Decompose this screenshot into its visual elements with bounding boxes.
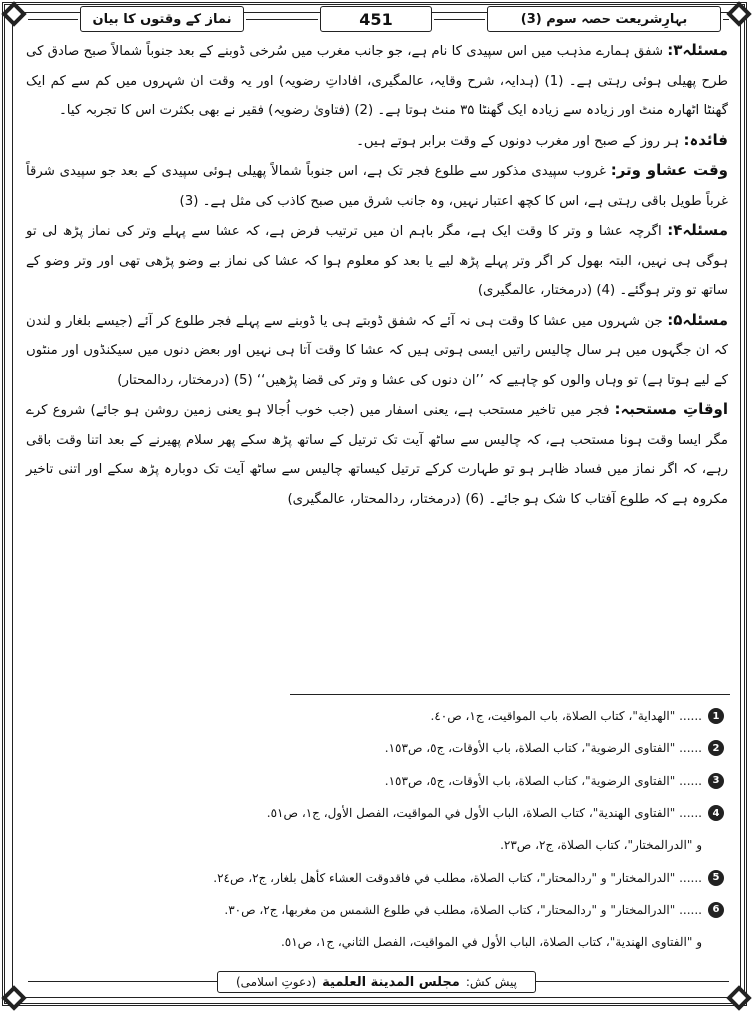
footnote-continuation (26, 926, 724, 958)
paragraph-body: اگرچہ عشا و وتر کا وقت ایک ہے، مگر باہم ان میں ترتیب فرض ہے، کہ عشا سے پہلے وتر کی نماز پڑھ لی تو ہوگی ہی نہیں، البتہ بھول کر اگر وتر پہلے پڑھ لیے یا بعد کو معلوم ہوا کہ عشا کی نماز بے وضو پڑھی تھی اور وتر وضو کے ساتھ تو وتر ہوگئے۔ (4) (درمختار، عالمگیری) (26, 224, 728, 298)
main-text (26, 36, 728, 514)
paragraph-heading: مسئلہ۴: (667, 221, 728, 239)
footnote-number: 6 (708, 902, 724, 918)
footnote (26, 861, 724, 893)
footnote (26, 797, 724, 829)
paragraph-faida (26, 126, 728, 157)
footnote (26, 732, 724, 764)
footnotes (26, 700, 724, 958)
paragraph-isha-witr (26, 156, 728, 216)
paragraph-masala-4 (26, 216, 728, 306)
footnote-number: 5 (708, 870, 724, 886)
paragraph-heading: فائدہ: (683, 130, 728, 149)
paragraph-body: شفق ہمارے مذہب میں اس سپیدی کا نام ہے، جو جانب مغرب میں سُرخی ڈوبنے کے بعد جنوباً شمالاً صبح صادق کی طرح پھیلی ہوئی رہتی ہے۔ (1) (ہدایہ، شرح وقایہ، عالمگیری، افاداتِ رضویہ) اور یہ وقت ان شہروں میں کم سے کم ایک گھنٹا اٹھارہ منٹ اور زیادہ سے زیادہ ایک گھنٹا ۳۵ منٹ ہوتا ہے۔ (2) (فتاویٰ رضویہ) فقیر نے بھی بکثرت اس کا تجربہ کیا۔ (26, 44, 728, 118)
paragraph-masala-3 (26, 36, 728, 126)
publisher-suffix: (دعوتِ اسلامی) (236, 975, 317, 989)
footnote (26, 765, 724, 797)
footnote-text: ...... "الفتاوى الرضوية"، كتاب الصلاة، باب الأوقات، ج٥، ص١٥٣. (384, 773, 702, 788)
paragraph-body: فجر میں تاخیر مستحب ہے، یعنی اسفار میں (جب خوب اُجالا ہو یعنی زمین روشن ہو جائے) شروع کرے مگر ایسا وقت ہونا مستحب ہے، کہ چالیس سے ساٹھ آیت تک ترتیل کے ساتھ پڑھ سکے پھر سلام پھیرنے کے بعد اتنا وقت باقی رہے، کہ اگر نماز میں فساد ظاہر ہو تو طہارت کرکے ترتیل کیساتھ چالیس سے ساٹھ آیت تک دوبارہ پڑھ سکے اور اتنی تاخیر مکروہ ہے کہ طلوع آفتاب کا شک ہو جائے۔ (6) (درمختار، ردالمحتار، عالمگیری) (26, 403, 728, 507)
footnote-text: ...... "الدرالمختار" و "ردالمحتار"، كتاب الصلاة، مطلب في طلوع الشمس من مغربها، ج٢، ص٣٠. (224, 902, 702, 917)
header-rule (246, 19, 318, 20)
paragraph-awqat-mustahabba (26, 395, 728, 514)
footnote-number: 2 (708, 740, 724, 756)
footnote-number: 4 (708, 805, 724, 821)
footnote-text: و "الفتاوى الهندية"، كتاب الصلاة، الباب الأول في المواقيت، الفصل الثاني، ج١، ص٥١. (280, 935, 702, 950)
paragraph-masala-5 (26, 306, 728, 396)
footnote-continuation (26, 829, 724, 861)
paragraph-body: غروب سپیدی مذکور سے طلوع فجر تک ہے، اس جنوباً شمالاً پھیلی ہوئی سپیدی کے بعد جو سپیدی شرقاً غرباً طویل باقی رہتی ہے، اس کا کچھ اعتبار نہیں، وہ جانب شرق میں صبح کاذب کی مثل ہے۔ (3) (26, 164, 728, 209)
paragraph-body: جن شہروں میں عشا کا وقت ہی نہ آئے کہ شفق ڈوبتے ہی یا ڈوبنے سے پہلے فجر طلوع کر آئے (جیسے بلغار و لندن کہ ان جگہوں میں ہر سال چالیس راتیں ایسی ہوتی ہیں کہ عشا کا وقت آتا ہی نہیں اور بعض دنوں میں سیکنڈوں اور منٹوں کے لیے ہوتا ہے) تو وہاں والوں کو چاہیے کہ ’’ان دنوں کی عشا و وتر کی قضا پڑھیں‘‘ (5) (درمختار، ردالمحتار) (26, 313, 728, 388)
footnote (26, 894, 724, 926)
paragraph-heading: وقت عشاو وتر: (610, 161, 728, 179)
footer (80, 971, 673, 993)
paragraph-heading: مسئلہ۳: (667, 41, 728, 59)
header-rule (28, 19, 78, 20)
page-number: 451 (320, 6, 432, 32)
paragraph-heading: مسئلہ۵: (667, 310, 728, 329)
footnote-text: و "الدرالمختار"، كتاب الصلاة، ج٢، ص٢٣. (500, 838, 702, 853)
footnote-number: 1 (708, 708, 724, 724)
footnote (26, 700, 724, 732)
footnote-text: ...... "الهداية"، كتاب الصلاة، باب المواقيت، ج١، ص٤٠. (430, 709, 702, 724)
chapter-title: نماز کے وقتوں کا بیان (80, 6, 244, 32)
paragraph-body: ہر روز کے صبح اور مغرب دونوں کے وقت برابر ہوتے ہیں۔ (356, 133, 680, 149)
paragraph-heading: اوقاتِ مستحبہ: (614, 400, 728, 418)
footnote-number: 3 (708, 773, 724, 789)
publisher-name: مجلس المدينة العلمية (322, 974, 460, 990)
header-rule (434, 19, 485, 20)
header-rule (723, 19, 729, 20)
book-title: بہارِشریعت حصہ سوم (3) (487, 6, 721, 32)
publisher-box (217, 971, 536, 993)
footnote-separator (290, 694, 730, 695)
footnote-text: ...... "الدرالمختار" و "ردالمحتار"، كتاب الصلاة، مطلب في فاقدوقت العشاء كأهل بلغار، ج٢، ص٢٤. (213, 870, 702, 885)
footnote-text: ...... "الفتاوى الرضوية"، كتاب الصلاة، باب الأوقات، ج٥، ص١٥٣. (384, 741, 702, 756)
footnote-text: ...... "الفتاوى الهندية"، كتاب الصلاة، الباب الأول في المواقيت، الفصل الأول، ج١، ص٥١. (266, 806, 702, 821)
publisher-prefix: پیش کش: (465, 975, 517, 989)
